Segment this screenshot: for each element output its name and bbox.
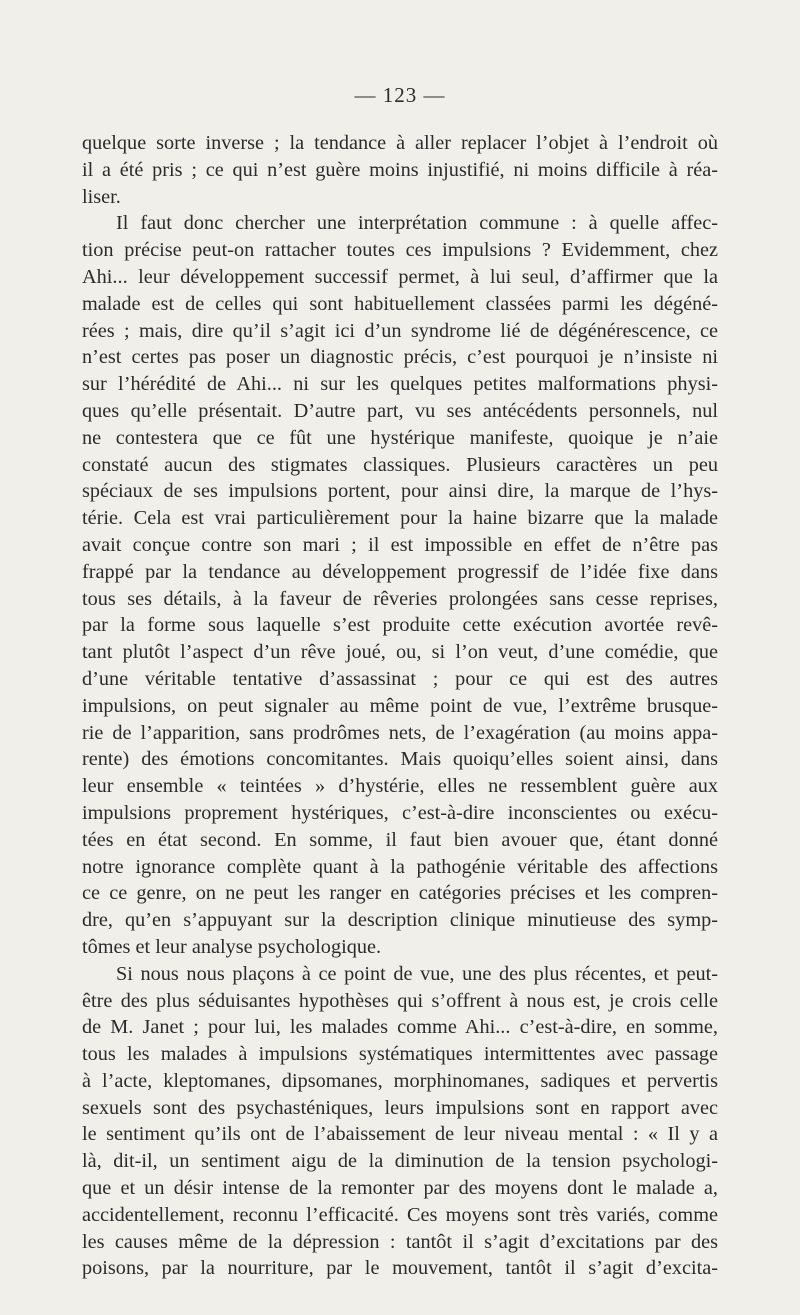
text-line: spéciaux de ses impulsions portent, pour ainsi dire, la marque de l’hys-	[82, 480, 718, 503]
text-line: il a été pris ; ce qui n’est guère moins injustifié, ni moins difficile à réa-	[82, 158, 718, 181]
text-line: malade est de celles qui sont habituellement classées parmi les dégéné-	[82, 292, 718, 315]
paragraph	[82, 210, 718, 960]
text-line: impulsions proprement hystériques, c’est-à-dire inconscientes ou exécu-	[82, 801, 718, 824]
text-line: tées en état second. En somme, il faut bien avouer que, étant donné	[82, 828, 718, 851]
text-line: poisons, par la nourriture, par le mouvement, tantôt il s’agit d’excita-	[82, 1257, 718, 1280]
text-line: tion précise peut-on rattacher toutes ces impulsions ? Evidemment, chez	[82, 239, 718, 262]
text-line: sexuels sont des psychasténiques, leurs impulsions sont en rapport avec	[82, 1096, 718, 1119]
text-line: ne contestera que ce fût une hystérique manifeste, quoique je n’aie	[82, 426, 718, 449]
text-line: frappé par la tendance au développement progressif de l’idée fixe dans	[82, 560, 718, 583]
paragraph	[82, 130, 718, 210]
text-line: notre ignorance complète quant à la pathogénie véritable des affections	[82, 855, 718, 878]
text-line: Il faut donc chercher une interprétation commune : à quelle affec-	[116, 212, 718, 235]
text-line: accidentellement, reconnu l’efficacité. Ces moyens sont très variés, comme	[82, 1203, 718, 1226]
text-line: être des plus séduisantes hypothèses qui s’offrent à nous est, je crois celle	[82, 989, 718, 1012]
text-line: tômes et leur analyse psychologique.	[82, 935, 382, 958]
text-line: rées ; mais, dire qu’il s’agit ici d’un syndrome lié de dégénérescence, ce	[82, 319, 718, 342]
text-line: rente) des émotions concomitantes. Mais quoiqu’elles soient ainsi, dans	[82, 748, 718, 771]
text-line: térie. Cela est vrai particulièrement pour la haine bizarre que la malade	[82, 507, 718, 530]
text-line: Ahi... leur développement successif permet, à lui seul, d’affirmer que la	[82, 265, 718, 288]
text-line: leur ensemble « teintées » d’hystérie, elles ne ressemblent guère aux	[82, 775, 718, 798]
text-line: avait conçue contre son mari ; il est impossible en effet de n’être pas	[82, 533, 718, 556]
text-line: tous ses détails, à la faveur de rêveries prolongées sans cesse reprises,	[82, 587, 718, 610]
page-number: — 123 —	[354, 83, 446, 107]
text-line: ce ce genre, on ne peut les ranger en catégories précises et les compren-	[82, 882, 718, 905]
text-line: tant plutôt l’aspect d’un rêve joué, ou, si l’on veut, d’une comédie, que	[82, 641, 718, 664]
text-line: de M. Janet ; pour lui, les malades comme Ahi... c’est-à-dire, en somme,	[82, 1016, 718, 1039]
text-line: constaté aucun des stigmates classiques. Plusieurs caractères un peu	[82, 453, 718, 476]
text-line: sur l’hérédité de Ahi... ni sur les quelques petites malformations physi-	[82, 373, 718, 396]
text-line: liser.	[82, 185, 121, 208]
text-line: quelque sorte inverse ; la tendance à aller replacer l’objet à l’endroit où	[82, 132, 718, 154]
text-line: d’une véritable tentative d’assassinat ; pour ce qui est des autres	[82, 667, 718, 690]
text-line: dre, qu’en s’appuyant sur la description clinique minutieuse des symp-	[82, 909, 718, 932]
text-line: n’est certes pas poser un diagnostic précis, c’est pourquoi je n’insiste ni	[82, 346, 718, 369]
text-body	[82, 130, 718, 1282]
text-line: Si nous nous plaçons à ce point de vue, une des plus récentes, et peut-	[116, 962, 718, 985]
text-line: tous les malades à impulsions systématiques intermittentes avec passage	[82, 1043, 718, 1066]
text-line: les causes même de la dépression : tantôt il s’agit d’excitations par des	[82, 1230, 718, 1253]
text-line: rie de l’apparition, sans prodrômes nets, de l’exagération (au moins appa-	[82, 721, 718, 744]
text-line: le sentiment qu’ils ont de l’abaissement de leur niveau mental : « Il y a	[82, 1123, 718, 1146]
text-line: par la forme sous laquelle s’est produite cette exécution avortée revê-	[82, 614, 718, 637]
text-line: à l’acte, kleptomanes, dipsomanes, morphinomanes, sadiques et pervertis	[82, 1069, 718, 1092]
text-line: ques qu’elle présentait. D’autre part, vu ses antécédents personnels, nul	[82, 399, 718, 422]
text-line: là, dit-il, un sentiment aigu de la diminution de la tension psychologi-	[82, 1150, 718, 1173]
paragraph	[82, 961, 718, 1283]
text-line: que et un désir intense de la remonter par des moyens dont le malade a,	[82, 1177, 718, 1200]
text-line: impulsions, on peut signaler au même point de vue, l’extrême brusque-	[82, 694, 718, 717]
